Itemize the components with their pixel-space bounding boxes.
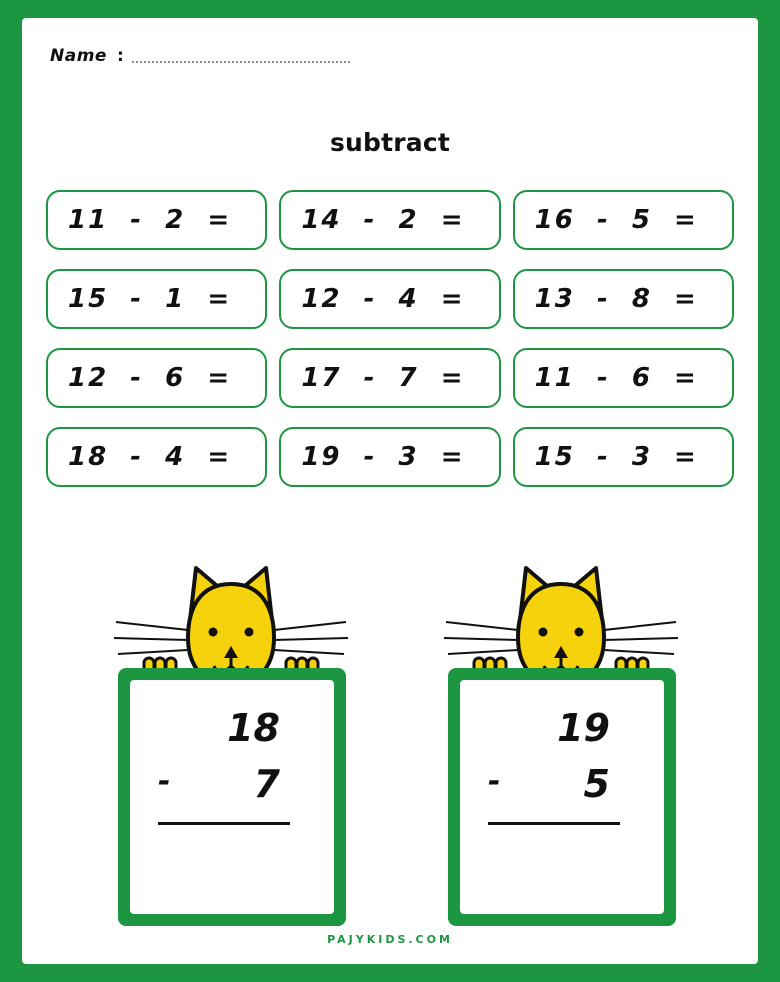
footer-watermark: PAJYKIDS.COM: [327, 933, 453, 946]
name-colon: :: [116, 46, 124, 66]
vertical-sum: [130, 680, 334, 914]
sum-bottom-number: 5: [583, 762, 610, 806]
problem-item[interactable]: 18 - 4 =: [46, 427, 267, 487]
sum-rule: [488, 822, 620, 825]
sum-top-number: 19: [557, 706, 610, 750]
problem-item[interactable]: 15 - 1 =: [46, 269, 267, 329]
name-label: Name: [50, 46, 107, 66]
sum-top-number: 18: [227, 706, 280, 750]
cat-card: [448, 668, 676, 926]
problem-item[interactable]: 12 - 6 =: [46, 348, 267, 408]
page-title: subtract: [329, 128, 451, 157]
cat-card-unit: [426, 550, 696, 930]
name-field-row: [50, 46, 350, 66]
problem-item[interactable]: 16 - 5 =: [513, 190, 734, 250]
sum-bottom-number: 7: [253, 762, 280, 806]
problem-grid: [46, 190, 734, 487]
name-input-line[interactable]: [132, 51, 350, 63]
problem-item[interactable]: 17 - 7 =: [279, 348, 500, 408]
problem-item[interactable]: 11 - 2 =: [46, 190, 267, 250]
cat-cards-section: [22, 550, 758, 930]
problem-item[interactable]: 11 - 6 =: [513, 348, 734, 408]
problem-item[interactable]: 19 - 3 =: [279, 427, 500, 487]
vertical-sum: [460, 680, 664, 914]
problem-item[interactable]: 14 - 2 =: [279, 190, 500, 250]
cat-card-inner: [460, 680, 664, 914]
sum-rule: [158, 822, 290, 825]
sum-operator: -: [158, 764, 171, 799]
cat-card: [118, 668, 346, 926]
problem-item[interactable]: 15 - 3 =: [513, 427, 734, 487]
cat-card-inner: [130, 680, 334, 914]
problem-item[interactable]: 13 - 8 =: [513, 269, 734, 329]
worksheet-page: [22, 18, 758, 964]
problem-item[interactable]: 12 - 4 =: [279, 269, 500, 329]
cat-card-unit: [96, 550, 366, 930]
sum-operator: -: [488, 764, 501, 799]
